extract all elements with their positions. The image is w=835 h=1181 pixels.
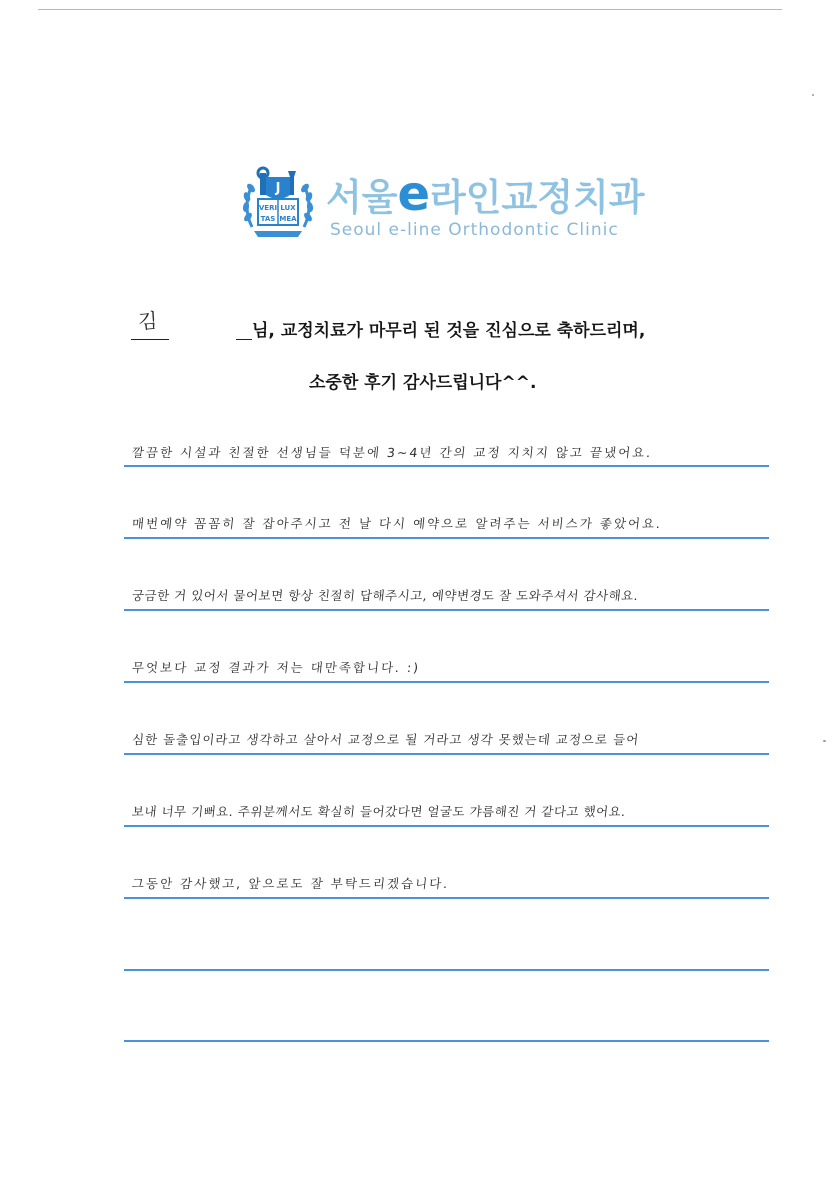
name-underline bbox=[131, 339, 169, 340]
clinic-name-korean bbox=[326, 167, 645, 221]
patient-name-handwritten: 김 bbox=[137, 308, 159, 334]
ruled-line bbox=[124, 897, 769, 899]
ruled-line bbox=[124, 969, 769, 971]
handwritten-line-6: 보내 너무 기뻐요. 주위분께서도 확실히 들어갔다면 얼굴도 갸름해진 거 같다고 했어요. bbox=[131, 804, 627, 819]
handwritten-line-4: 무엇보다 교정 결과가 저는 대만족합니다. :) bbox=[131, 660, 421, 675]
emblem-word: MEA bbox=[279, 215, 297, 223]
ruled-line bbox=[124, 825, 769, 827]
handwritten-line-1: 깔끔한 시설과 친절한 선생님들 덕분에 3~4년 간의 교정 지치지 않고 끝냈어요. bbox=[131, 445, 654, 460]
ruled-line bbox=[124, 1040, 769, 1042]
name-suffix-underline bbox=[236, 339, 252, 340]
scan-speck bbox=[812, 94, 814, 96]
handwritten-line-3: 궁금한 거 있어서 물어보면 항상 친절히 답해주시고, 예약변경도 잘 도와주셔서 감사해요. bbox=[131, 588, 640, 603]
ruled-line bbox=[124, 465, 769, 467]
clinic-name-suffix: 라인교정치과 bbox=[430, 176, 645, 219]
ruled-line bbox=[124, 609, 769, 611]
emblem-word: LUX bbox=[280, 204, 296, 212]
university-emblem-icon bbox=[238, 165, 318, 245]
scan-speck bbox=[823, 740, 826, 742]
clinic-logo bbox=[238, 165, 678, 250]
greeting-line-1: 님, 교정치료가 마무리 된 것을 진심으로 축하드리며, bbox=[252, 321, 646, 341]
clinic-name-english: Seoul e-line Orthodontic Clinic bbox=[330, 220, 619, 240]
handwritten-line-5: 심한 돌출입이라고 생각하고 살아서 교정으로 될 거라고 생각 못했는데 교정으로 들어 bbox=[131, 732, 641, 747]
handwritten-line-7: 그동안 감사했고, 앞으로도 잘 부탁드리겠습니다. bbox=[131, 876, 451, 891]
ruled-line bbox=[124, 753, 769, 755]
svg-text:J: J bbox=[275, 181, 281, 196]
ruled-line bbox=[124, 681, 769, 683]
emblem-word: VERI bbox=[258, 204, 278, 212]
handwritten-line-2: 매번예약 꼼꼼히 잘 잡아주시고 전 날 다시 예약으로 알려주는 서비스가 좋았어요. bbox=[131, 516, 663, 531]
ruled-line bbox=[124, 537, 769, 539]
scan-top-edge bbox=[38, 9, 782, 10]
greeting-line-2: 소중한 후기 감사드립니다^^. bbox=[309, 373, 537, 393]
clinic-name-prefix: 서울 bbox=[326, 176, 398, 219]
clinic-name-e: e bbox=[397, 166, 431, 222]
emblem-word: TAS bbox=[260, 215, 276, 223]
